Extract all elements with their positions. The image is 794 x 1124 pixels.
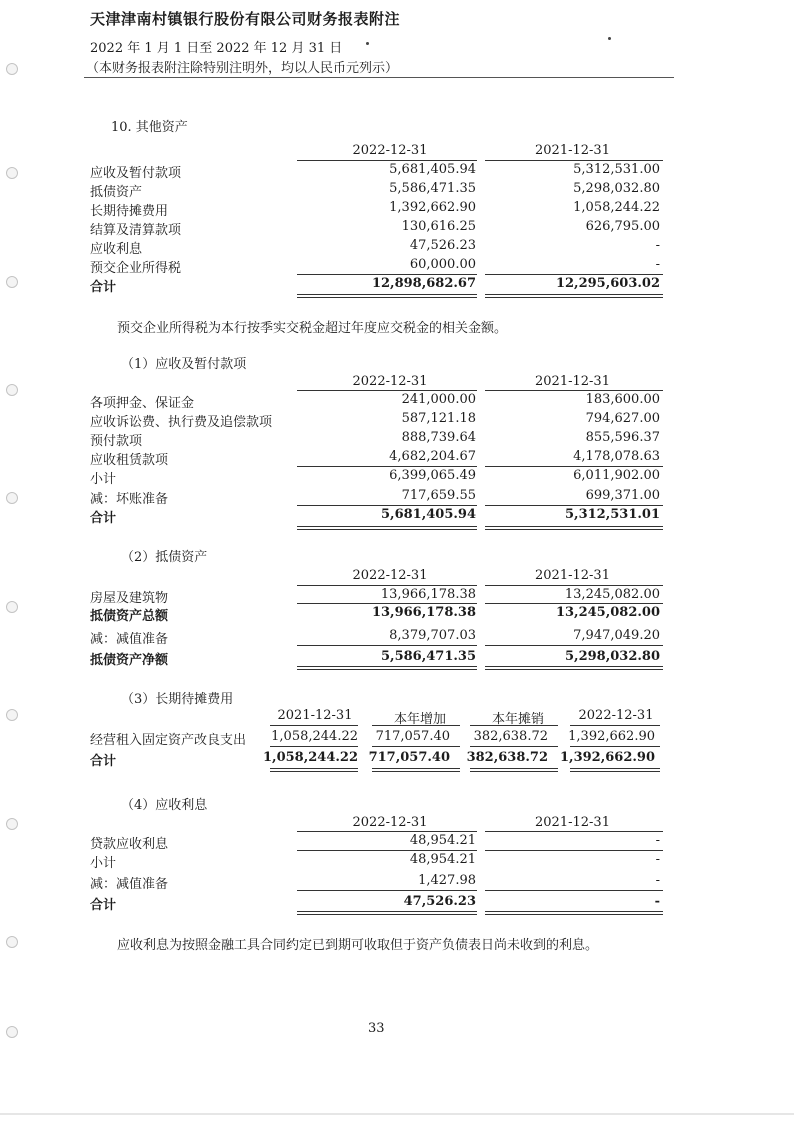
header-rule (84, 77, 674, 78)
row-label: 预交企业所得税 (90, 261, 182, 276)
value-2022: 888,739.64 (401, 430, 476, 445)
total-label: 抵债资产净额 (90, 653, 169, 668)
value-2022: 13,966,178.38 (380, 587, 476, 602)
binder-hole (6, 276, 18, 288)
value-2022: 60,000.00 (409, 257, 476, 272)
subtotal-rule (470, 746, 558, 747)
value-2022: 48,954.21 (409, 833, 476, 848)
header-underline (270, 725, 358, 726)
row-label: 减：减值准备 (90, 877, 169, 892)
total-opening: 1,058,244.22 (263, 750, 358, 765)
table-row (90, 626, 660, 645)
value-2022: 4,682,204.67 (389, 449, 476, 464)
table-row (90, 603, 660, 622)
header-underline (570, 725, 660, 726)
subtotal-rule (570, 746, 660, 747)
total-label: 合计 (90, 511, 117, 526)
row-label: 贷款应收利息 (90, 837, 169, 852)
binder-hole (6, 601, 18, 613)
binder-hole (6, 709, 18, 721)
row-label: 抵债资产 (90, 185, 143, 200)
double-underline (485, 666, 663, 670)
total-2021: 12,295,603.02 (555, 276, 660, 291)
table-row (90, 850, 660, 869)
total-row (90, 505, 660, 524)
scan-speck (366, 42, 369, 45)
row-label: 预付款项 (90, 434, 143, 449)
value-2022: 587,121.18 (401, 411, 476, 426)
table-row (90, 727, 665, 747)
total-row (90, 748, 665, 768)
binder-hole (6, 167, 18, 179)
row-label: 应收利息 (90, 242, 143, 257)
table-row (90, 486, 660, 505)
binder-hole (6, 384, 18, 396)
total-2022: 12,898,682.67 (371, 276, 476, 291)
value-2022: 6,399,065.49 (389, 468, 476, 483)
value-2021: 6,011,902.00 (573, 468, 660, 483)
value-2021: 794,627.00 (585, 411, 660, 426)
table-row (90, 160, 660, 179)
total-closing: 1,392,662.90 (560, 750, 655, 765)
col-header-2021: 2021-12-31 (535, 374, 610, 389)
section-title-other-assets: 10. 其他资产 (111, 120, 188, 135)
value-2022: 5,586,471.35 (389, 181, 476, 196)
table-row (90, 585, 660, 604)
value-2022: 1,392,662.90 (389, 200, 476, 215)
row-label: 房屋及建筑物 (90, 591, 169, 606)
col-header-2022: 2022-12-31 (352, 815, 428, 830)
binder-hole (6, 1026, 18, 1038)
subtotal-rule (297, 890, 477, 891)
total-increase: 717,057.40 (368, 750, 450, 765)
table-row (90, 871, 660, 890)
double-underline (470, 768, 558, 772)
table-row (90, 255, 660, 274)
row-label: 应收租赁款项 (90, 453, 169, 468)
double-underline (297, 526, 477, 530)
row-label: 结算及清算款项 (90, 223, 182, 238)
note-interest-receivable: 应收利息为按照金融工具合同约定已到期可收取但于资产负债表日尚未收到的利息。 (117, 938, 599, 953)
value-2021: 13,245,082.00 (564, 587, 660, 602)
total-2022: 5,681,405.94 (381, 507, 476, 522)
page-number: 33 (368, 1021, 385, 1036)
col-header-amortization: 本年摊销 (491, 712, 544, 727)
table-row (90, 198, 660, 217)
col-header-2021: 2021-12-31 (535, 815, 610, 830)
col-header-2022: 2022-12-31 (352, 143, 428, 158)
col-header-opening: 2021-12-31 (277, 708, 353, 723)
value-2022: 1,427.98 (418, 873, 476, 888)
report-title: 天津津南村镇银行股份有限公司财务报表附注 (90, 10, 401, 28)
total-2022: 47,526.23 (403, 894, 476, 909)
value-2021: 626,795.00 (585, 219, 660, 234)
double-underline (297, 911, 477, 915)
double-underline (485, 526, 663, 530)
total-2021: - (654, 894, 660, 909)
table-row (90, 447, 660, 466)
value-2021: - (655, 833, 660, 848)
total-amortization: 382,638.72 (466, 750, 548, 765)
row-label: 小计 (90, 856, 117, 871)
value-closing: 1,392,662.90 (568, 729, 655, 744)
row-label: 减：减值准备 (90, 632, 169, 647)
row-label: 长期待摊费用 (90, 204, 169, 219)
value-2021: 5,312,531.00 (573, 162, 660, 177)
table-row (90, 466, 660, 485)
total-row (90, 892, 660, 911)
row-label: 应收诉讼费、执行费及追偿款项 (90, 415, 273, 430)
value-2022: 48,954.21 (409, 852, 476, 867)
value-2022: 130,616.25 (401, 219, 476, 234)
scan-speck (608, 37, 611, 40)
subtotal-rule (297, 645, 477, 646)
binder-hole (6, 492, 18, 504)
value-2021: 183,600.00 (585, 392, 660, 407)
value-2021: 7,947,049.20 (573, 628, 660, 643)
col-header-2021: 2021-12-31 (535, 143, 610, 158)
subtotal-rule (372, 746, 460, 747)
double-underline (270, 768, 358, 772)
double-underline (570, 768, 660, 772)
col-header-2021: 2021-12-31 (535, 568, 610, 583)
table-row (90, 409, 660, 428)
value-2021: - (655, 257, 660, 272)
col-header-closing: 2022-12-31 (578, 708, 654, 723)
value-2021: - (655, 238, 660, 253)
col-header-2022: 2022-12-31 (352, 568, 428, 583)
total-2022: 5,586,471.35 (381, 649, 476, 664)
report-period: 2022 年 1 月 1 日至 2022 年 12 月 31 日 (90, 41, 343, 56)
total-2021: 5,312,531.01 (565, 507, 660, 522)
value-increase: 717,057.40 (375, 729, 450, 744)
value-2022: 47,526.23 (409, 238, 476, 253)
table-row (90, 179, 660, 198)
table-row (90, 831, 660, 850)
double-underline (485, 294, 663, 298)
header-underline (470, 725, 558, 726)
total-label: 合计 (90, 754, 117, 769)
table-row (90, 217, 660, 236)
double-underline (485, 911, 663, 915)
value-2021: 1,058,244.22 (573, 200, 660, 215)
subsection-title-prepaid-expenses: （3）长期待摊费用 (121, 692, 234, 707)
binder-hole (6, 936, 18, 948)
total-label: 合计 (90, 898, 117, 913)
subtotal-rule (270, 746, 358, 747)
double-underline (297, 294, 477, 298)
value-2021: 855,596.37 (585, 430, 660, 445)
value-2021: 5,298,032.80 (573, 181, 660, 196)
table-row (90, 390, 660, 409)
subsection-title-receivables: （1）应收及暂付款项 (121, 357, 247, 372)
subsection-title-interest-receivable: （4）应收利息 (121, 798, 208, 813)
total-row (90, 647, 660, 666)
row-label: 经营租入固定资产改良支出 (90, 733, 247, 748)
row-label: 抵债资产总额 (90, 609, 169, 624)
row-label: 小计 (90, 472, 117, 487)
table-row (90, 236, 660, 255)
value-2022: 13,966,178.38 (371, 605, 476, 620)
double-underline (372, 768, 460, 772)
col-header-2022: 2022-12-31 (352, 374, 428, 389)
value-2022: 241,000.00 (401, 392, 476, 407)
subsection-title-foreclosed-assets: （2）抵债资产 (121, 550, 208, 565)
value-2021: - (655, 873, 660, 888)
row-label: 减：坏账准备 (90, 492, 169, 507)
note-prepaid-tax: 预交企业所得税为本行按季实交税金超过年度应交税金的相关金额。 (117, 321, 508, 336)
value-2022: 8,379,707.03 (389, 628, 476, 643)
row-label: 应收及暂付款项 (90, 166, 182, 181)
row-label: 各项押金、保证金 (90, 396, 195, 411)
scan-edge (0, 1113, 794, 1115)
value-opening: 1,058,244.22 (271, 729, 358, 744)
binder-hole (6, 818, 18, 830)
subtotal-rule (485, 645, 663, 646)
currency-note: （本财务报表附注除特别注明外，均以人民币元列示） (86, 61, 399, 76)
value-2021: 699,371.00 (585, 488, 660, 503)
subtotal-rule (485, 890, 663, 891)
header-underline (372, 725, 460, 726)
table-row (90, 428, 660, 447)
binder-hole (6, 63, 18, 75)
value-2021: 4,178,078.63 (573, 449, 660, 464)
value-2022: 717,659.55 (401, 488, 476, 503)
double-underline (297, 666, 477, 670)
total-2021: 5,298,032.80 (565, 649, 660, 664)
col-header-increase: 本年增加 (393, 712, 446, 727)
total-row (90, 274, 660, 293)
value-2021: - (655, 852, 660, 867)
value-amortization: 382,638.72 (473, 729, 548, 744)
total-label: 合计 (90, 280, 117, 295)
value-2021: 13,245,082.00 (555, 605, 660, 620)
value-2022: 5,681,405.94 (389, 162, 476, 177)
